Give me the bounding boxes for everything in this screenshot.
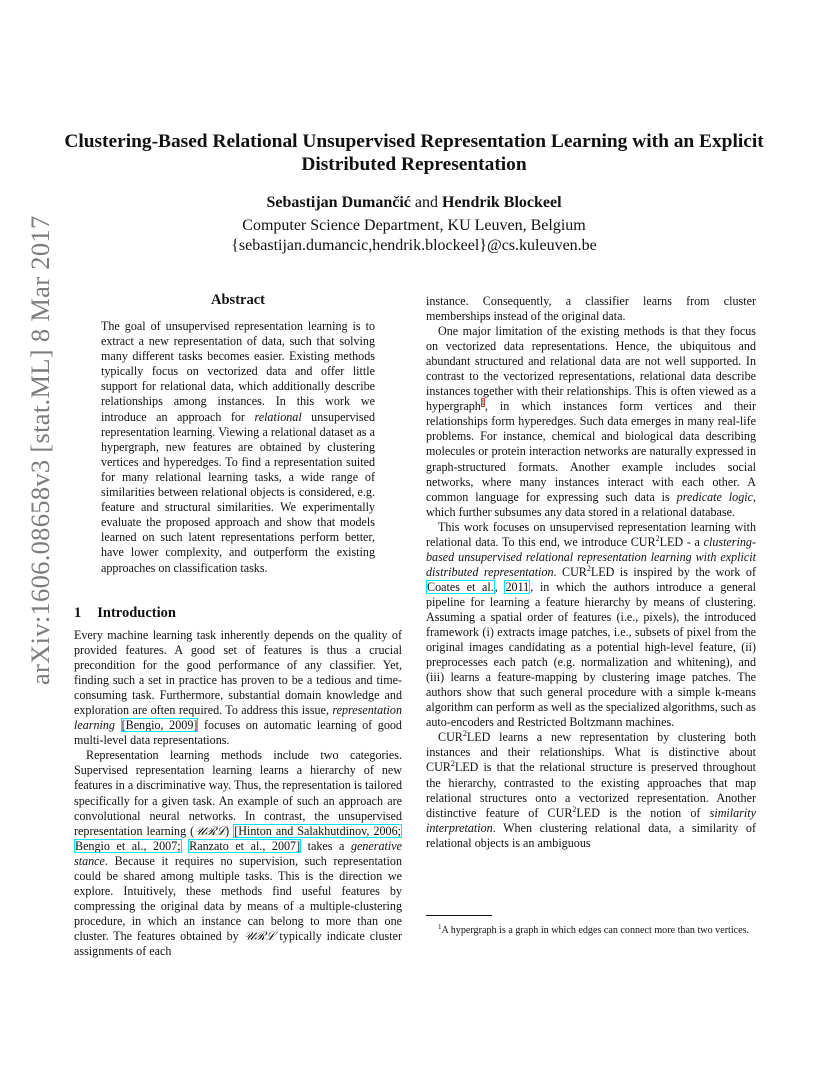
affiliation: Computer Science Department, KU Leuven, Belgium	[242, 217, 586, 234]
left-column-body	[74, 628, 402, 959]
citation-link[interactable]: Coates et al.	[427, 579, 494, 594]
section-title: Introduction	[97, 605, 176, 621]
paragraph: Every machine learning task inherently depends on the quality of provided features. A good set of features is thus a crucial precondition for the good performance of any classifier. Yet, finding such a set in practice has proven to be a tedious and time-consuming task. Furthermore, substantial domain knowledge and exploration are often required. To address this issue, representation learning [Bengio, 2009] focuses on automatic learning of good multi-level data representations.	[74, 628, 402, 748]
paper-title: Clustering-Based Relational Unsupervised Representation Learning with an Explicit Distributed Representation	[64, 131, 764, 175]
paragraph: Representation learning methods include two categories. Supervised representation learning learns a hierarchy of new features in a discriminative way. Thus, the representation is tailored specifically for a given task. An example of such an approach are convolutional neural networks. In contrast, the unsupervised representation learning (𝒰ℛℒ) [Hinton and Salakhutdinov, 2006; Bengio et al., 2007; Ranzato et al., 2007] takes a generative stance. Because it requires no supervision, such representation could be shared among multiple tasks. This is the direction we explore. Intuitively, these methods find useful features by compressing the original data by means of a multiple-clustering procedure, in which an instance can belong to more than one cluster. The features obtained by 𝒰ℛℒ typically indicate cluster assignments of each	[74, 748, 403, 958]
footnote-link[interactable]: 1	[480, 398, 485, 408]
paragraph: This work focuses on unsupervised representation learning with relational data. To this end, we introduce CUR$^2$LED - a clustering-based unsupervised relational representation learning with explicit distributed representation. CUR$^2$LED is inspired by the work of Coates et al., 2011, in which the authors introduce a general pipeline for learning a feature hierarchy by means of clustering. Assuming a spatial order of features (i.e., pixels), the introduced framework (i) extracts image patches, i.e., subsets of pixel from the original images candidating as a potential high-level feature, (ii) preprocesses each patch (e.g. normalization and whitening), and (iii) learns a feature-mapping by clustering image patches. The authors show that such general procedure with a simple k-means algorithm can perform as well as the specialized algorithms, such as auto-encoders and Restricted Boltzmann machines.	[426, 519, 756, 730]
author-name: Hendrik Blockeel	[442, 194, 562, 211]
citation-link[interactable]: [Bengio, 2009]	[121, 718, 198, 733]
abstract-body: The goal of unsupervised representation learning is to extract a new representation of data, such that solving many different tasks becomes easier. Existing methods typically focus on vectorized data and offer little support for relational data, which additionally describe relationships among instances. In this work we introduce an approach for relational unsupervised representation learning. Viewing a relational dataset as a hypergraph, new features are obtained by clustering vertices and hyperedges. To find a representation suited for many relational learning tasks, a wide range of similarities between relational objects is considered, e.g. feature and structural similarities. We experimentally evaluate the proposed approach and show that models learned on such latent representations perform better, have lower complexity, and outperform the existing approaches on classification tasks.	[101, 319, 375, 575]
citation-link[interactable]: 2011	[505, 579, 530, 594]
authors-line	[60, 193, 768, 213]
abstract-heading: Abstract	[211, 292, 265, 308]
footnote	[426, 922, 756, 938]
citation-link[interactable]: Ranzato et al., 2007]	[189, 838, 301, 853]
section-number: 1	[74, 605, 82, 621]
footnote-number: 1	[438, 922, 442, 931]
author-name: Sebastijan Dumančić	[266, 194, 411, 211]
author-connector: and	[414, 194, 438, 211]
citation-link[interactable]: [Hinton and Salakhutdinov, 2006;	[234, 823, 401, 838]
paragraph: instance. Consequently, a classifier learns from cluster memberships instead of the original data.	[426, 294, 756, 324]
right-column-body	[426, 294, 756, 851]
citation-link[interactable]: Bengio et al., 2007;	[75, 838, 181, 853]
paragraph: One major limitation of the existing methods is that they focus on vectorized data representations. Hence, the ubiquitous and abundant structured and relational data are not well supported. In contrast to the vectorized representations, relational data describe instances together with their relationships. This is often viewed as a hypergraph$^1$, in which instances form vertices and their relationships form hyperedges. Such data emerges in many real-life problems. For instance, chemical and biological data describing molecules or protein interaction networks are naturally expressed in graph-structured formats. Another example includes social networks, where many instances interact with each other. A common language for expressing such data is predicate logic, which further subsumes any data stored in a relational database.	[426, 324, 756, 519]
paragraph: CUR$^2$LED learns a new representation by clustering both instances and their relationships. What is distinctive about CUR$^2$LED is that the relational structure is preserved throughout the hierarchy, contrasted to the existing approaches that map relational structures onto a vectorized representation. Another distinctive feature of CUR$^2$LED is the notion of similarity interpretation. When clustering relational data, a similarity of relational objects is an ambiguous	[426, 729, 756, 850]
email-address: {sebastijan.dumancic,hendrik.blockeel}@cs.kuleuven.be	[231, 237, 597, 254]
section-heading-introduction	[74, 605, 176, 622]
footnote-text: A hypergraph is a graph in which edges can connect more than two vertices.	[441, 925, 750, 936]
arxiv-identifier: arXiv:1606.08658v3 [stat.ML] 8 Mar 2017	[25, 215, 55, 685]
footnote-divider	[426, 915, 492, 916]
